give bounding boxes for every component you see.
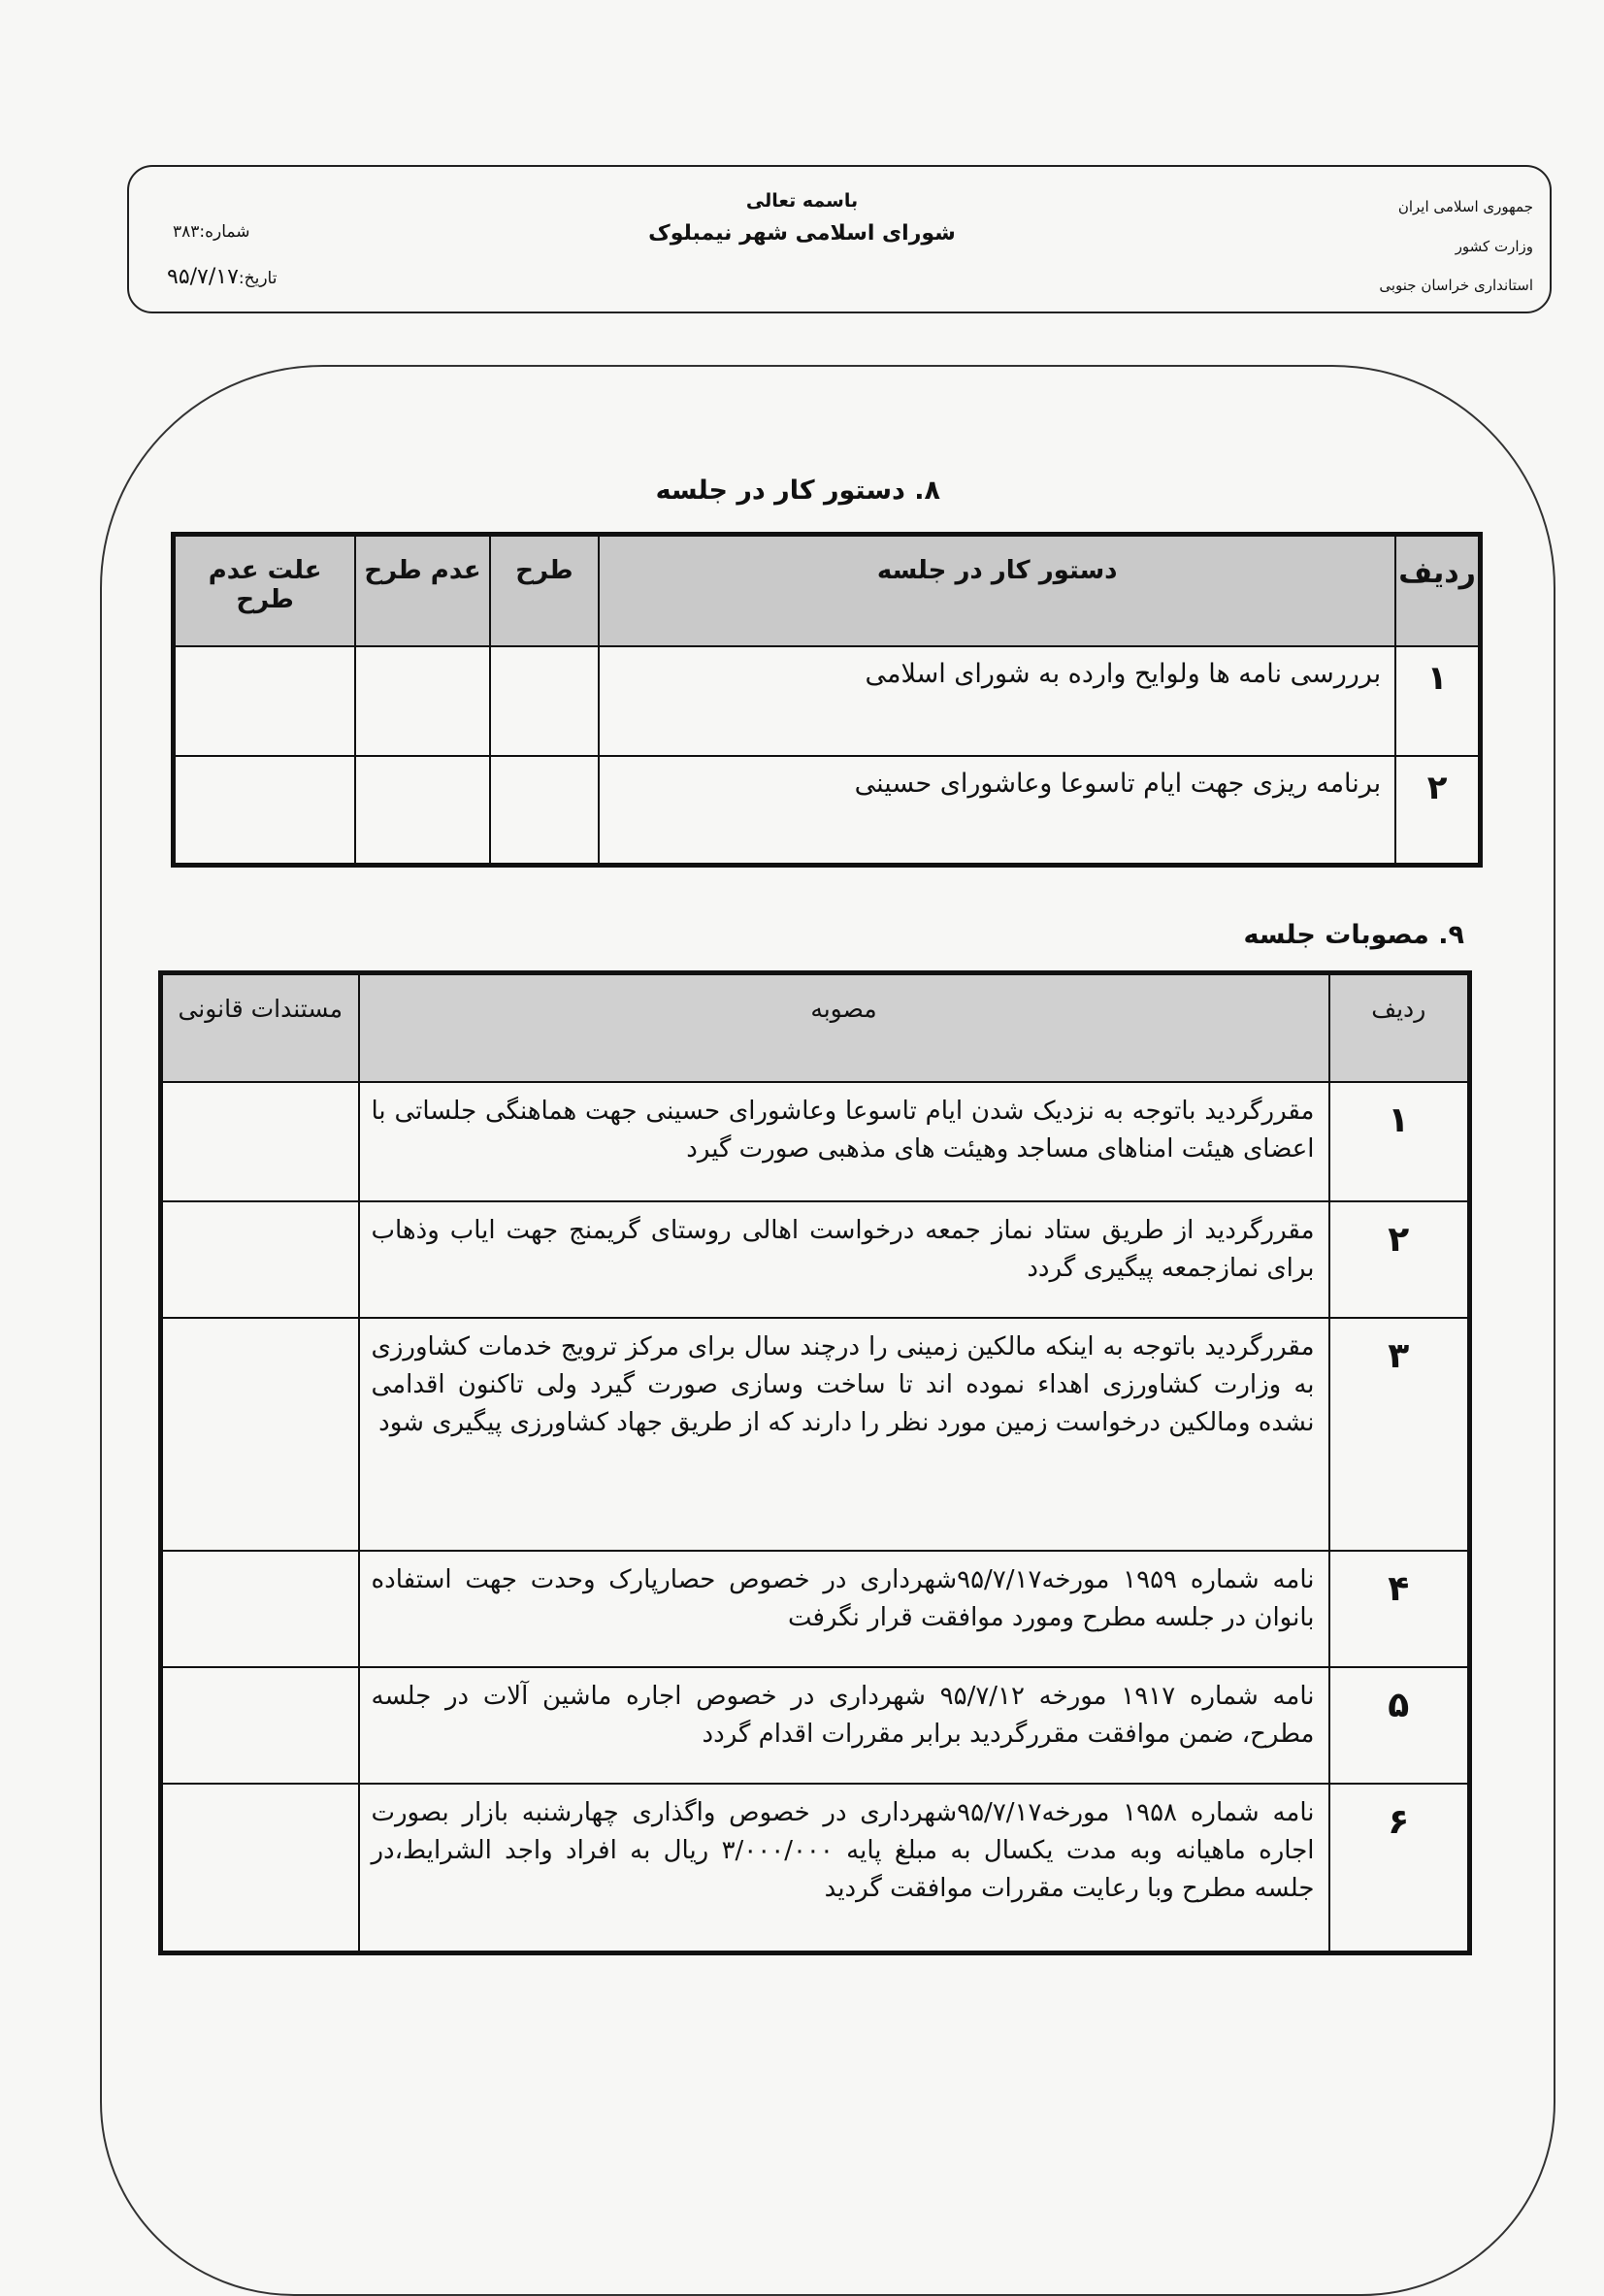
table-row xyxy=(161,1784,1470,1953)
resolution-cell-legal-docs xyxy=(161,1784,359,1953)
country-name: جمهوری اسلامی ایران xyxy=(1397,198,1533,215)
resolutions-header-row xyxy=(161,973,1470,1082)
agenda-section-title: ۸. دستور کار در جلسه xyxy=(655,476,940,506)
table-row xyxy=(161,1082,1470,1201)
resolutions-col-row: ردیف xyxy=(1329,973,1470,1082)
date-value: ۹۵/۷/۱۷ xyxy=(167,265,239,289)
agenda-cell-not-raised xyxy=(355,646,490,756)
agenda-cell-not-raised xyxy=(355,756,490,866)
agenda-row-text: برنامه ریزی جهت ایام تاسوعا وعاشورای حسینی xyxy=(599,756,1395,866)
agenda-cell-reason xyxy=(174,756,356,866)
number-value: ۳۸۳ xyxy=(173,222,200,242)
resolution-row-text: مقررگردید باتوجه به نزدیک شدن ایام تاسوعا وعاشورای حسینی جهت هماهنگی جلساتی با اعضای هیئت امناهای مساجد وهیئت های مذهبی صورت گیرد xyxy=(359,1082,1329,1201)
resolution-cell-legal-docs xyxy=(161,1082,359,1201)
table-row xyxy=(161,1551,1470,1667)
agenda-col-item: دستور کار در جلسه xyxy=(599,535,1395,646)
resolution-cell-legal-docs xyxy=(161,1667,359,1784)
resolution-row-number: ۲ xyxy=(1329,1201,1470,1318)
agenda-row-number: ۱ xyxy=(1395,646,1480,756)
agenda-row-number: ۲ xyxy=(1395,756,1480,866)
agenda-col-not-raised: عدم طرح xyxy=(355,535,490,646)
resolution-row-text: مقررگردید از طریق ستاد نماز جمعه درخواست اهالی روستای گریمنج جهت ایاب وذهاب برای نمازجمعه پیگیری گردد xyxy=(359,1201,1329,1318)
resolution-row-text: نامه شماره ۱۹۵۸ مورخه۹۵/۷/۱۷شهرداری در خصوص واگذاری چهارشنبه بازار بصورت اجاره ماهیانه وبه مدت یکسال به مبلغ پایه ۳/۰۰۰/۰۰۰ ریال به افراد واجد الشرایط،در جلسه مطرح وبا رعایت مقررات موافقت گردید xyxy=(359,1784,1329,1953)
letter-date: تاریخ:۹۵/۷/۱۷ xyxy=(167,265,278,289)
resolutions-col-resolution: مصوبه xyxy=(359,973,1329,1082)
agenda-row-text: برررسی نامه ها ولوایح وارده به شورای اسلامی xyxy=(599,646,1395,756)
agenda-col-row: ردیف xyxy=(1395,535,1480,646)
resolution-row-number: ۴ xyxy=(1329,1551,1470,1667)
agenda-header-row xyxy=(174,535,1481,646)
agenda-col-reason: علت عدم طرح xyxy=(174,535,356,646)
resolutions-table xyxy=(158,970,1472,1955)
resolution-cell-legal-docs xyxy=(161,1201,359,1318)
letter-number: شماره:۳۸۳ xyxy=(173,222,250,242)
bismillah-text: باسمه تعالی xyxy=(745,190,859,212)
table-row xyxy=(174,646,1481,756)
table-row xyxy=(161,1318,1470,1551)
table-row xyxy=(161,1667,1470,1784)
agenda-cell-raised xyxy=(490,646,599,756)
table-row xyxy=(174,756,1481,866)
agenda-table xyxy=(171,532,1483,868)
number-label: شماره xyxy=(205,222,250,242)
resolution-row-number: ۵ xyxy=(1329,1667,1470,1784)
resolution-row-text: نامه شماره ۱۹۱۷ مورخه ۹۵/۷/۱۲ شهرداری در خصوص اجاره ماشین آلات در جلسه مطرح، ضمن موافقت مقررگردید برابر مقررات اقدام گردد xyxy=(359,1667,1329,1784)
resolution-row-number: ۳ xyxy=(1329,1318,1470,1551)
resolution-row-text: نامه شماره ۱۹۵۹ مورخه۹۵/۷/۱۷شهرداری در خصوص حصارپارک وحدت جهت استفاده بانوان در جلسه مطرح ومورد موافقت قرار نگرفت xyxy=(359,1551,1329,1667)
resolutions-col-legal-docs: مستندات قانونی xyxy=(161,973,359,1082)
ministry-name: وزارت کشور xyxy=(1455,238,1533,255)
resolution-cell-legal-docs xyxy=(161,1551,359,1667)
date-label: تاریخ xyxy=(244,269,278,288)
table-row xyxy=(161,1201,1470,1318)
resolution-row-text: مقررگردید باتوجه به اینکه مالکین زمینی را درچند سال برای مرکز ترویج خدمات کشاورزی به وزارت کشاورزی اهداء نموده اند تا ساخت وسازی صورت گیرد ولی تاکنون اقدامی نشده ومالکین درخواست زمین مورد نظر را دارند که از طریق جهاد کشاورزی پیگیری شود xyxy=(359,1318,1329,1551)
resolutions-section-title: ۹. مصوبات جلسه xyxy=(1243,920,1464,950)
resolution-row-number: ۱ xyxy=(1329,1082,1470,1201)
agenda-col-raised: طرح xyxy=(490,535,599,646)
agenda-cell-raised xyxy=(490,756,599,866)
agenda-cell-reason xyxy=(174,646,356,756)
resolution-cell-legal-docs xyxy=(161,1318,359,1551)
council-name: شورای اسلامی شهر نیمبلوک xyxy=(648,221,956,246)
governorate-name: استانداری خراسان جنوبی xyxy=(1379,277,1533,294)
resolution-row-number: ۶ xyxy=(1329,1784,1470,1953)
